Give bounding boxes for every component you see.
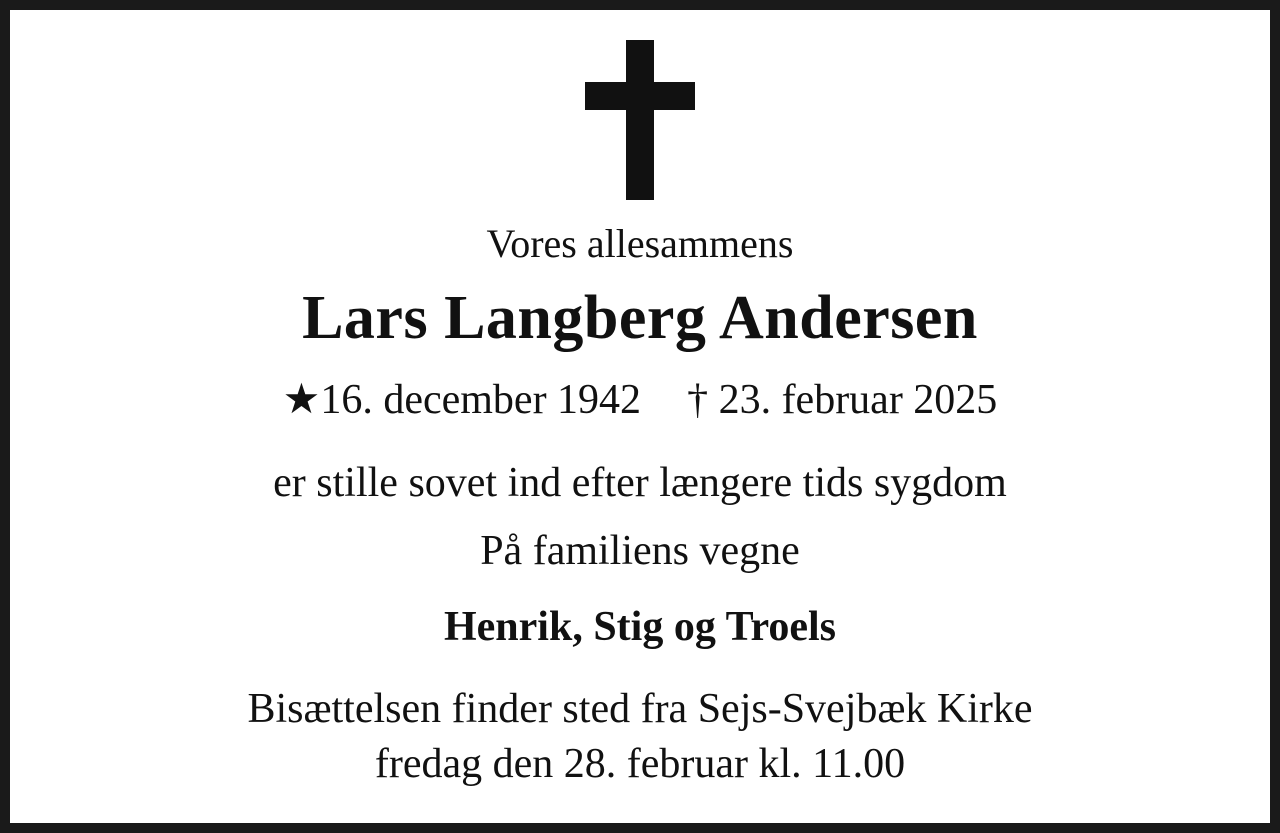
cause-line: er stille sovet ind efter længere tids sygdom <box>273 459 1007 506</box>
behalf-line: På familiens vegne <box>480 527 800 574</box>
life-dates <box>283 376 998 424</box>
intro-line: Vores allesammens <box>486 221 794 266</box>
deceased-name: Lars Langberg Andersen <box>302 284 978 352</box>
death-date <box>687 376 997 424</box>
signatories-line: Henrik, Stig og Troels <box>443 604 837 651</box>
star-icon: ★ <box>282 377 321 424</box>
service-time-line: fredag den 28. februar kl. 11.00 <box>374 740 906 787</box>
birth-date-text: 16. december 1942 <box>320 377 642 424</box>
cross-vertical-bar <box>626 40 654 200</box>
cross-icon <box>585 40 695 205</box>
cross-horizontal-bar <box>585 82 695 110</box>
death-date-text: 23. februar 2025 <box>718 377 998 424</box>
dagger-icon: † <box>687 377 709 424</box>
birth-date <box>283 376 641 424</box>
service-place-line: Bisættelsen finder sted fra Sejs-Svejbæk Kirke <box>247 686 1033 733</box>
